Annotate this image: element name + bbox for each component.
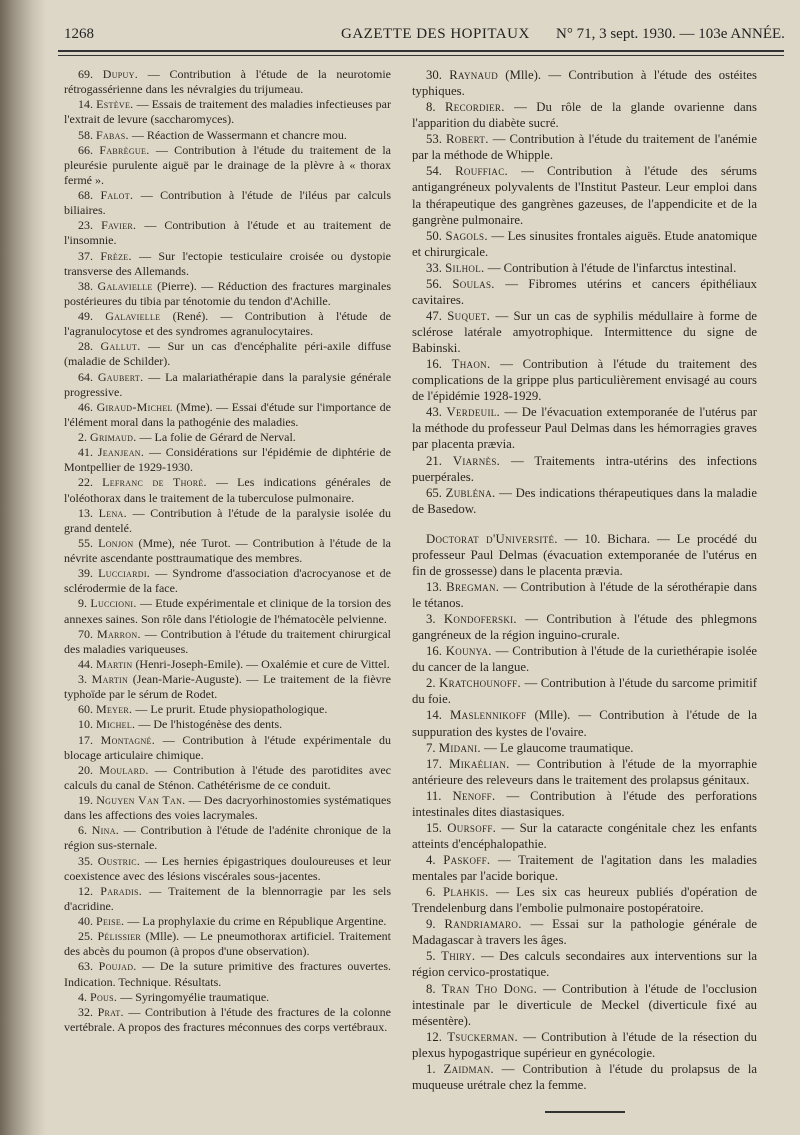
entry-number: 68. (78, 188, 93, 202)
thesis-title: — Contribution à l'étude des perforations intestinales dites diastasiques. (412, 788, 757, 819)
author-name: Paskoff. (443, 853, 491, 867)
author-name: Moulard. (99, 762, 149, 777)
thesis-entry (412, 820, 757, 852)
thesis-entry (64, 218, 391, 248)
author-name: Dupuy. (102, 67, 138, 81)
thesis-entry (64, 763, 391, 793)
entry-number: 69. (78, 67, 93, 81)
author-name: Lucciardi. (98, 566, 151, 581)
entry-number: 17. (426, 756, 442, 771)
thesis-entry (64, 249, 391, 279)
entry-number: 3. (78, 672, 87, 686)
author-name: Gaubert. (97, 369, 144, 384)
author-name: Randriamaro. (444, 917, 522, 932)
entry-number: 6. (78, 823, 87, 838)
thesis-entry (64, 702, 391, 717)
thesis-title: — De l'histogénèse des dents. (138, 717, 283, 732)
entry-number: 49. (78, 309, 93, 323)
right-column (412, 67, 757, 1113)
entry-number: 1. (426, 1061, 436, 1076)
author-name: Kratchounoff. (439, 676, 521, 691)
thesis-entry (64, 566, 391, 596)
thesis-title: — Les six cas heureux publiés d'opération de Trendelenburg dans l'embolie pulmonaire postopératoire. (412, 885, 758, 916)
thesis-title: — Contribution à l'étude du traitement de la pleurésie purulente aiguë par le drainage de la plèvre à « thorax fermé ». (64, 142, 392, 187)
author-name: Soulas. (452, 276, 495, 291)
thesis-title: — Le glaucome traumatique. (484, 740, 634, 755)
entry-number: 12. (426, 1029, 442, 1044)
thesis-title: — Contribution à l'étude de la curiethérapie isolée du cancer de la langue. (412, 644, 758, 675)
header-rule-thin (58, 55, 784, 56)
entry-number: 11. (426, 788, 442, 803)
thesis-entry (412, 948, 757, 980)
thesis-entry (412, 884, 757, 916)
thesis-entry (64, 596, 391, 626)
author-name: Meyer. (96, 702, 133, 717)
author-name: Prat. (97, 1004, 124, 1019)
page-number: 1268 (64, 26, 94, 42)
author-name: Giraud-Michel (96, 399, 173, 414)
end-ornament-rule (545, 1111, 625, 1113)
author-name: Oustric. (97, 853, 141, 868)
thesis-title: — Considérations sur l'épidémie de diphtérie de Montpellier de 1929-1930. (64, 445, 392, 475)
thesis-entry (412, 260, 757, 276)
author-name: Zubléna. (445, 485, 496, 500)
thesis-entry (64, 959, 391, 989)
thesis-entry (64, 793, 391, 823)
thesis-title: — Contribution à l'étude des sérums antigangréneux polyvalents de l'Institut Pasteur. Leur emploi dans la thérapeutique des gangrènes gazeuses, de l'appendicite et de la gangrène pulmonaire. (412, 164, 758, 227)
thesis-title: — Etude expérimentale et clinique de la torsion des annexes saines. Son rôle dans l'étiologie de l'hématocèle pelvienne. (64, 596, 392, 626)
author-name: Fabrègue. (99, 142, 150, 157)
thesis-entry (412, 163, 757, 227)
thesis-entry (64, 370, 391, 400)
entry-number: 43. (426, 405, 442, 420)
thesis-entry (412, 131, 757, 163)
thesis-entry (64, 657, 391, 672)
entry-number: 4. (78, 989, 87, 1004)
thesis-title: — De l'évacuation extemporanée de l'utérus par la méthode du professeur Paul Delmas dans les hémorragies graves par placenta prævia. (412, 405, 757, 452)
thesis-entry (412, 981, 757, 1029)
thesis-title: (Jean-Marie-Auguste). — Le traitement de la fièvre typhoïde par le sérum de Rodet. (64, 672, 391, 702)
thesis-title: — Les sinusites frontales aiguës. Etude anatomique et chirurgicale. (412, 228, 757, 259)
author-name: Nenoff. (452, 788, 496, 803)
entry-number: 15. (426, 820, 442, 835)
thesis-title: — Contribution à l'étude de la résection du plexus hypogastrique supérieur en gynécologie. (412, 1029, 757, 1060)
author-name: Verdeuil. (446, 405, 501, 420)
entry-number: 25. (78, 929, 93, 944)
author-name: Silhol. (445, 260, 485, 275)
thesis-title: (Mme). — Essai d'étude sur l'importance de l'élément moral dans la pathogénie des maladies. (64, 399, 392, 429)
thesis-title: — Contribution à l'étude des parotidites avec calculs du canal de Sténon. Cathétérisme de ce conduit. (64, 762, 392, 792)
thesis-title: (Mlle). — Contribution à l'étude de la suppuration des kystes de l'ovaire. (412, 708, 758, 739)
author-name: Zaidman. (443, 1061, 494, 1076)
author-name: Maslennikoff (450, 708, 527, 723)
thesis-entry (412, 1061, 757, 1093)
entry-number: 13. (426, 579, 442, 594)
author-name: Thiry. (441, 949, 476, 964)
entry-number: 30. (426, 68, 442, 82)
entry-number: 14. (426, 708, 442, 723)
thesis-title: — Du rôle de la glande ovarienne dans l'apparition du diabète sucré. (412, 100, 758, 131)
author-name: Rouffiac. (455, 164, 508, 179)
thesis-entry (412, 531, 757, 579)
thesis-title: — Contribution à l'étude du prolapsus de la muqueuse urétrale chez la femme. (412, 1061, 758, 1092)
thesis-title: — Contribution à l'étude du traitement des complications de la grippe plus particulièrement envisagé au cours de l'épidémie 1928-1929. (412, 357, 758, 404)
entry-number: 35. (78, 853, 93, 868)
thesis-entry (412, 485, 757, 517)
thesis-title: — 10. Bichara. — Le procédé du professeur Paul Delmas (évacuation extemporanée de l'utérus en fin de grossesse) dans le placenta prævia. (412, 531, 757, 578)
entry-number: 64. (78, 369, 93, 384)
author-name: Viarnès. (452, 453, 501, 468)
thesis-entry (64, 627, 391, 657)
entry-number: 9. (426, 917, 436, 932)
author-name: Bregman. (446, 579, 500, 594)
thesis-title: (Mme), née Turot. — Contribution à l'étude de la névrite ascendante posttraumatique des membres. (64, 535, 392, 565)
author-name: Galavielle (97, 278, 153, 293)
thesis-entry (412, 675, 757, 707)
thesis-entry (64, 430, 391, 445)
author-name: Estève. (96, 97, 134, 112)
entry-number: 5. (426, 949, 436, 964)
thesis-entry (412, 643, 757, 675)
author-name: Doctorat d'Université. (426, 531, 558, 546)
thesis-title: — Essais de traitement des maladies infectieuses par l'extrait de levure (saccharomyces). (64, 97, 391, 127)
entry-number: 3. (426, 612, 436, 627)
entry-number: 54. (426, 164, 442, 179)
thesis-entry (412, 276, 757, 308)
entry-number: 4. (426, 853, 436, 867)
entry-number: 8. (426, 100, 436, 115)
entry-number: 47. (426, 308, 442, 323)
author-name: Galavielle (105, 309, 161, 323)
author-name: Recordier. (444, 100, 505, 115)
entry-number: 58. (78, 127, 93, 142)
thesis-title: — Le prurit. Etude physiopathologique. (135, 702, 328, 717)
author-name: Nina. (91, 823, 120, 838)
entry-number: 53. (426, 132, 442, 147)
thesis-title: — Contribution à l'étude du sarcome primitif du foie. (412, 676, 758, 707)
entry-number: 40. (78, 914, 93, 928)
entry-number: 38. (78, 278, 93, 293)
scan-shadow-edge (0, 0, 46, 1135)
thesis-entry (64, 400, 391, 430)
author-name: Michel. (96, 717, 136, 732)
thesis-title: — Les hernies épigastriques douloureuses et leur coexistence avec des lésions viscérales sous-jacentes. (64, 853, 392, 883)
thesis-title: (Pierre). — Réduction des fractures marginales postérieures du tibia par ténotomie du tendon d'Achille. (64, 278, 392, 308)
thesis-title: — Sur un cas d'encéphalite péri-axile diffuse (maladie de Schilder). (64, 339, 392, 369)
entry-number: 60. (78, 702, 93, 717)
entry-number: 9. (78, 596, 87, 611)
thesis-entry (64, 1005, 391, 1035)
author-name: Kounya. (445, 644, 492, 659)
author-name: Tsuckerman. (447, 1029, 518, 1044)
thesis-title: — Fibromes utérins et cancers épithéliaux cavitaires. (412, 276, 758, 307)
thesis-entry (64, 475, 391, 505)
thesis-title: — La prophylaxie du crime en République Argentine. (127, 914, 387, 928)
entry-number: 33. (426, 260, 442, 275)
issue-info: N° 71, 3 sept. 1930. — 103e ANNÉE. (556, 26, 785, 42)
thesis-entry (412, 788, 757, 820)
entry-number: 2. (78, 430, 87, 444)
entry-number: 12. (78, 883, 93, 898)
thesis-title: — Les indications générales de l'oléothorax dans le traitement de la tuberculose pulmonaire. (64, 475, 392, 505)
entry-number: 20. (78, 762, 93, 777)
author-name: Pélissier (97, 929, 142, 944)
thesis-entry (64, 279, 391, 309)
thesis-title: (Mlle). — Le pneumothorax artificiel. Traitement des abcès du poumon (à propos d'une observation). (64, 929, 392, 959)
author-name: Pous. (90, 989, 118, 1004)
author-name: Paradis. (100, 883, 143, 898)
thesis-title: — Des dacryorhinostomies systématiques dans les affections des voies lacrymales. (64, 793, 392, 823)
thesis-title: — Réaction de Wassermann et chancre mou. (131, 127, 347, 142)
thesis-title: — Sur l'ectopie testiculaire croisée ou dystopie transverse des Allemands. (64, 248, 392, 278)
left-column (64, 67, 391, 1035)
thesis-entry (412, 356, 757, 404)
thesis-entry (412, 916, 757, 948)
author-name: Poujad. (98, 959, 137, 974)
thesis-entry (412, 453, 757, 485)
entry-number: 10. (78, 717, 93, 732)
thesis-entry (64, 914, 391, 929)
entry-number: 56. (426, 276, 442, 291)
thesis-title: — De la suture primitive des fractures ouvertes. Indication. Technique. Résultats. (64, 959, 392, 989)
entry-number: 50. (426, 228, 442, 243)
thesis-title: — Des indications thérapeutiques dans la maladie de Basedow. (412, 485, 757, 516)
entry-number: 16. (426, 644, 442, 659)
thesis-entry (64, 339, 391, 369)
journal-title: GAZETTE DES HOPITAUX (341, 26, 530, 42)
author-name: Montagné. (100, 732, 156, 747)
thesis-title: — Contribution à l'étude de l'infarctus intestinal. (487, 260, 737, 275)
thesis-entry (64, 717, 391, 732)
entry-number: 2. (426, 676, 436, 691)
author-name: Nguyen Van Tan. (96, 793, 186, 807)
thesis-title: — Contribution à l'étude expérimentale du blocage articulaire chimique. (64, 732, 392, 762)
thesis-title: — Des calculs secondaires aux interventions sur la région cervico-prostatique. (412, 949, 758, 980)
thesis-entry (64, 97, 391, 127)
thesis-title: — La folie de Gérard de Nerval. (139, 430, 296, 444)
entry-number: 39. (78, 566, 93, 581)
thesis-entry (64, 884, 391, 914)
entry-number: 17. (78, 732, 93, 747)
author-name: Jeanjean. (97, 445, 145, 460)
author-name: Robert. (445, 132, 489, 147)
author-name: Luccioni. (90, 596, 137, 611)
thesis-entry (64, 672, 391, 702)
author-name: Lonjon (98, 535, 134, 550)
author-name: Frèze. (100, 248, 132, 263)
thesis-title: — Traitement de la blennorragie par les sels d'acridine. (64, 883, 392, 913)
author-name: Sagols. (445, 228, 488, 243)
thesis-title: — Essai sur la pathologie générale de Madagascar à travers les âges. (412, 917, 758, 948)
thesis-entry (412, 308, 757, 356)
page-header (58, 26, 786, 46)
author-name: Thaon. (451, 357, 491, 372)
thesis-title: — Traitement de l'agitation dans les maladies mentales par l'acide borique. (412, 853, 758, 884)
thesis-title: — Contribution à l'étude de la myorraphie antérieure des releveurs dans le traitement des prolapsus génitaux. (412, 756, 757, 787)
thesis-entry (412, 579, 757, 611)
entry-number: 14. (78, 97, 93, 112)
thesis-entry (412, 611, 757, 643)
entry-number: 66. (78, 142, 93, 157)
thesis-title: — Contribution à l'étude du traitement de l'anémie par la méthode de Whipple. (412, 132, 757, 163)
author-name: Suquet. (447, 308, 491, 323)
entry-number: 7. (426, 740, 436, 755)
thesis-title: — La malariathérapie dans la paralysie générale progressive. (64, 369, 392, 399)
author-name: Kondoferski. (443, 612, 517, 627)
author-name: Raynaud (449, 68, 498, 82)
thesis-entry (412, 756, 757, 788)
author-name: Tran Tho Dong. (441, 981, 538, 996)
thesis-title: — Traitements intra-utérins des infections puerpérales. (412, 453, 758, 484)
entry-number: 70. (78, 626, 93, 641)
author-name: Lefranc de Thoré. (102, 475, 207, 490)
thesis-title: — Sur un cas de syphilis médullaire à forme de sclérose latérale amyotrophique. Intermittence du signe de Babinski. (412, 308, 758, 356)
thesis-title: (Henri-Joseph-Emile). — Oxalémie et cure de Vittel. (135, 656, 390, 671)
entry-number: 8. (426, 981, 436, 996)
thesis-entry (64, 990, 391, 1005)
thesis-title: — Contribution à l'étude de l'adénite chronique de la région sus-sternale. (64, 823, 391, 853)
entry-number: 6. (426, 885, 436, 900)
author-name: Marron. (96, 626, 141, 641)
thesis-title: — Contribution à l'étude du traitement chirurgical des maladies variqueuses. (64, 626, 392, 656)
entry-number: 13. (78, 505, 93, 520)
thesis-entry (412, 740, 757, 756)
thesis-entry (412, 1029, 757, 1061)
thesis-entry (412, 707, 757, 739)
author-name: Gallut. (100, 339, 141, 354)
author-name: Peise. (96, 914, 125, 928)
thesis-entry (64, 536, 391, 566)
thesis-entry (64, 823, 391, 853)
thesis-title: — Contribution à l'étude de la neurotomie rétrogassérienne dans les névralgies du trijumeau. (64, 67, 392, 97)
entry-number: 55. (78, 535, 93, 550)
author-name: Plahkis. (442, 885, 489, 900)
thesis-entry (64, 309, 391, 339)
thesis-entry (64, 733, 391, 763)
header-rule (58, 50, 784, 52)
entry-number: 32. (78, 1004, 93, 1019)
entry-number: 41. (78, 445, 93, 460)
thesis-title: — Sur la cataracte congénitale chez les enfants atteints d'encéphalopathie. (412, 820, 758, 851)
thesis-title: — Contribution à l'étude et au traitement de l'insomnie. (64, 218, 391, 248)
entry-number: 63. (78, 959, 93, 974)
thesis-title: — Contribution à l'étude des phlegmons gangréneux de la région inguino-crurale. (412, 612, 758, 643)
thesis-entry (64, 506, 391, 536)
entry-number: 16. (426, 357, 442, 372)
author-name: Favier. (101, 218, 137, 233)
thesis-entry (412, 404, 757, 452)
thesis-entry (412, 852, 757, 884)
entry-number: 23. (78, 218, 93, 233)
author-name: Falot. (100, 188, 134, 202)
entry-number: 37. (78, 248, 93, 263)
thesis-entry (412, 228, 757, 260)
author-name: Martin (96, 656, 133, 671)
thesis-entry (64, 143, 391, 188)
thesis-title: — Contribution à l'étude de la sérothérapie dans le tétanos. (412, 579, 758, 610)
thesis-title: — Contribution à l'étude de l'occlusion intestinale par le diverticule de Meckel (diverticule fixé au mésentère). (412, 981, 758, 1028)
entry-number: 46. (78, 399, 93, 414)
entry-number: 22. (78, 475, 93, 490)
thesis-title: — Contribution à l'étude des fractures de la colonne vertébrale. A propos des fractures méconnues des corps vertébraux. (64, 1004, 391, 1034)
author-name: Oursoff. (447, 820, 497, 835)
thesis-entry (412, 67, 757, 99)
thesis-title: — Syringomyélie traumatique. (120, 989, 270, 1004)
entry-number: 65. (426, 485, 442, 500)
author-name: Lena. (98, 505, 127, 520)
entry-number: 21. (426, 453, 442, 468)
thesis-entry (412, 99, 757, 131)
entry-number: 28. (78, 339, 93, 354)
thesis-title: (René). — Contribution à l'étude de l'agranulocytose et des syndromes agranulocytaires. (64, 309, 392, 339)
author-name: Grimaud. (90, 430, 137, 444)
author-name: Martin (91, 672, 129, 686)
thesis-entry (64, 67, 391, 97)
thesis-entry (64, 188, 391, 218)
author-name: Fabas. (96, 127, 129, 142)
author-name: Midani. (438, 740, 481, 755)
thesis-title: — Contribution à l'étude de la paralysie isolée du grand dentelé. (64, 505, 392, 535)
thesis-title: — Contribution à l'étude de l'iléus par calculs biliaires. (64, 188, 391, 218)
thesis-entry (64, 929, 391, 959)
thesis-title: — Syndrome d'association d'acrocyanose et de sclérodermie de la face. (64, 566, 392, 596)
thesis-entry (64, 128, 391, 143)
entry-number: 19. (78, 793, 93, 807)
entry-number: 44. (78, 656, 93, 671)
thesis-entry (64, 854, 391, 884)
author-name: Mikaélian. (449, 756, 510, 771)
thesis-entry (64, 445, 391, 475)
thesis-title: (Mlle). — Contribution à l'étude des ostéites typhiques. (412, 68, 757, 99)
